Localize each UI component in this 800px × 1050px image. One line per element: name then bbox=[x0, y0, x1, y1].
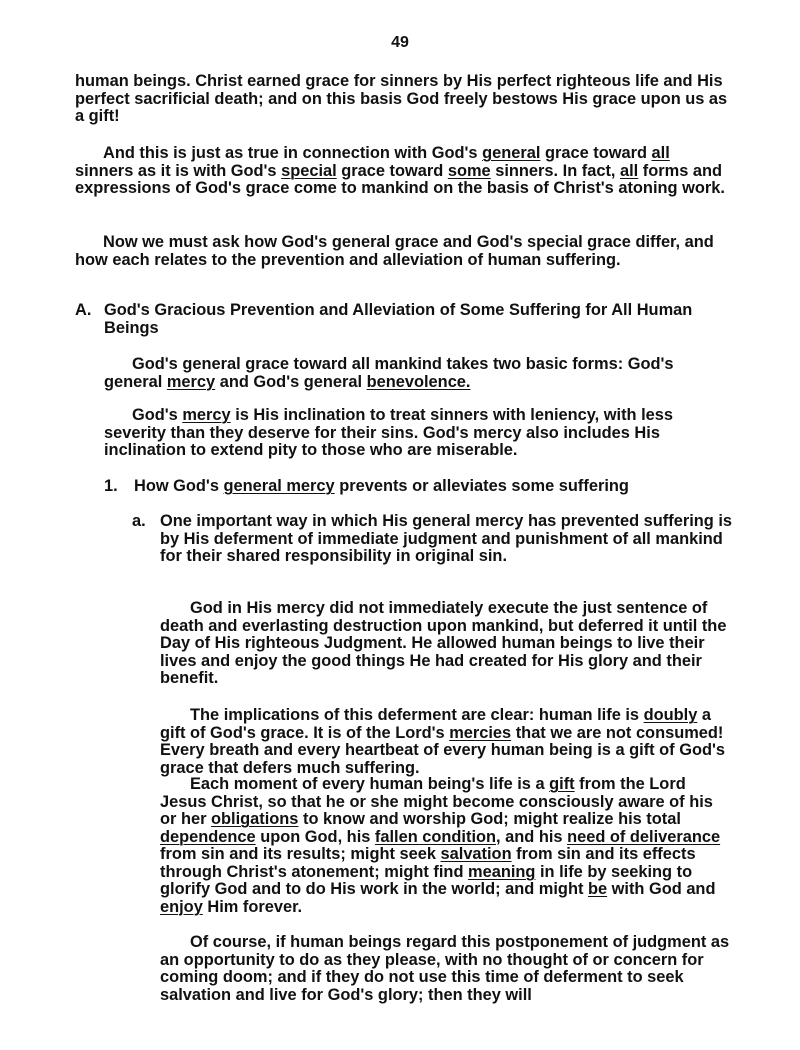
section-1-title: How God's general mercy prevents or alleviates some suffering bbox=[134, 477, 629, 495]
item-a-label: a. bbox=[132, 512, 146, 530]
paragraph-3: Now we must ask how God's general grace and God's special grace differ, and how each relates to the prevention and alleviation of human suffering. bbox=[75, 233, 714, 269]
section-1-heading bbox=[104, 478, 732, 496]
section-a-heading bbox=[75, 302, 732, 337]
paragraph-4: God's general grace toward all mankind takes two basic forms: God's general mercy and God's general benevolence. bbox=[104, 355, 674, 391]
section-a-item bbox=[132, 513, 732, 566]
item-a-text: One important way in which His general mercy has prevented suffering is by His deferment of immediate judgment and punishment of all mankind for their shared responsibility in original sin. bbox=[160, 512, 733, 565]
paragraph-2: And this is just as true in connection with God's general grace toward all sinners as it is with God's special grace toward some sinners. In fact, all forms and expressions of God's grace come to mankind on the basis of Christ's atoning work. bbox=[75, 144, 725, 197]
section-a-label: A. bbox=[75, 301, 92, 319]
paragraph-6: God in His mercy did not immediately execute the just sentence of death and everlasting destruction upon mankind, but deferred it until the Day of His righteous Judgment. He allowed human beings to live their lives and enjoy the good things He had created for His glory and their benefit. bbox=[160, 599, 727, 687]
page-number: 49 bbox=[391, 34, 409, 51]
section-1-label: 1. bbox=[104, 477, 118, 495]
paragraph-1: human beings. Christ earned grace for sinners by His perfect righteous life and His perfect sacrificial death; and on this basis God freely bestows His grace upon us as a gift! bbox=[75, 72, 728, 125]
paragraph-7: The implications of this deferment are clear: human life is doubly a gift of God's grace. It is of the Lord's mercies that we are not consumed! Every breath and every heartbeat of every human being is a gift of God's grace that defers much suffering. bbox=[160, 706, 725, 777]
section-a-title: God's Gracious Prevention and Alleviation of Some Suffering for All Human Beings bbox=[104, 301, 693, 337]
paragraph-8: Each moment of every human being's life is a gift from the Lord Jesus Christ, so that he or she might become consciously aware of his or her obligations to know and worship God; might realize his total dependence upon God, his fallen condition, and his need of deliverance from sin and its results; might seek salvation from sin and its effects through Christ's atonement; might find meaning in life by seeking to glorify God and to do His work in the world; and might be with God and enjoy Him forever. bbox=[160, 775, 721, 916]
paragraph-5: God's mercy is His inclination to treat sinners with leniency, with less severity than they deserve for their sins. God's mercy also includes His inclination to extend pity to those who are miserable. bbox=[104, 406, 674, 459]
paragraph-9: Of course, if human beings regard this postponement of judgment as an opportunity to do as they please, with no thought of or concern for coming doom; and if they do not use this time of deferment to seek salvation and live for God's glory; then they will bbox=[160, 933, 730, 1004]
